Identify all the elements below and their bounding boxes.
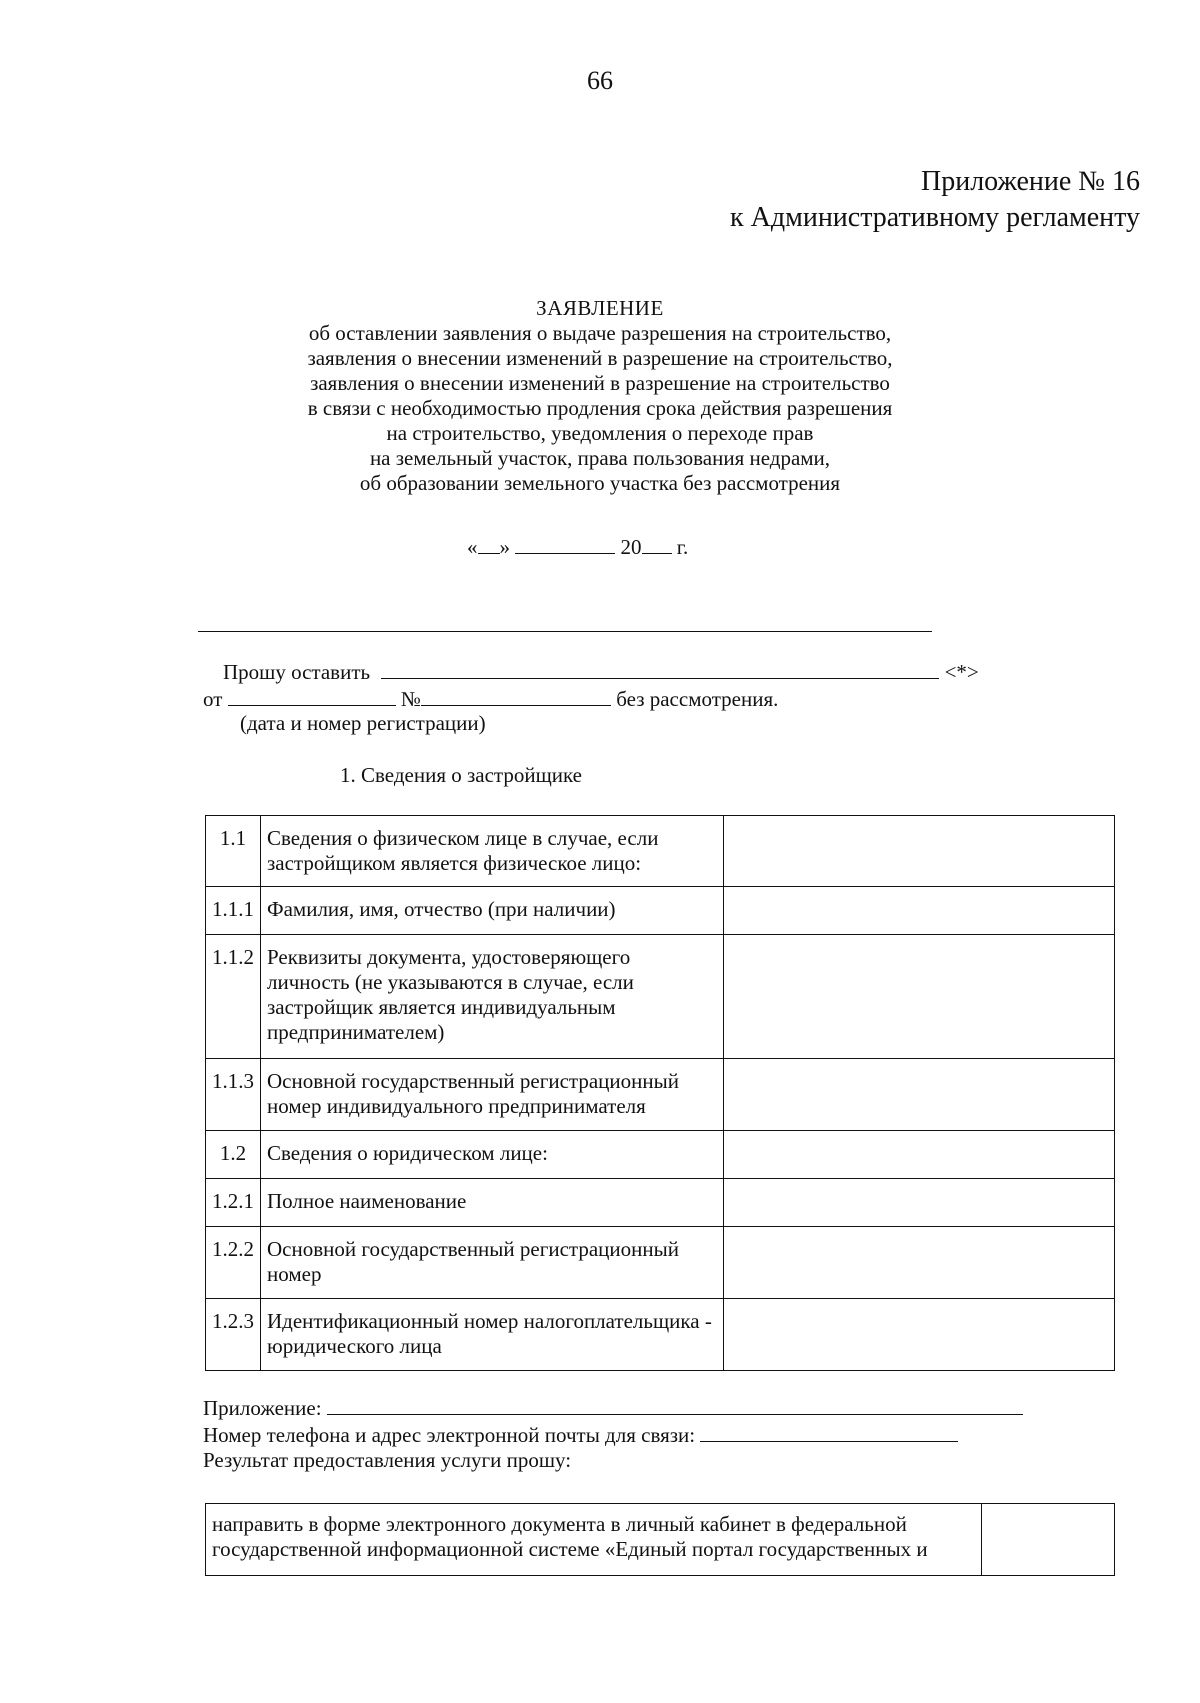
result-label: Результат предоставления услуги прошу:: [203, 1448, 572, 1472]
row-label: Сведения о физическом лице в случае, если застройщиком является физическое лицо:: [261, 816, 724, 887]
year-suffix: г.: [676, 535, 689, 559]
number-label: №: [400, 687, 421, 711]
row-value-field[interactable]: [724, 887, 1115, 935]
table-row: [206, 1059, 1115, 1131]
appendix-title: Приложение № 16: [921, 166, 1140, 197]
title-line: на земельный участок, права пользования недрами,: [369, 446, 831, 470]
request-line: [223, 658, 979, 685]
table-row: [206, 1504, 1115, 1576]
table-row: [206, 1179, 1115, 1227]
footer-section: [203, 1394, 1023, 1473]
title-line: об оставлении заявления о выдаче разрешения на строительство,: [308, 321, 892, 345]
result-option-check-field[interactable]: [982, 1504, 1115, 1576]
row-label: Основной государственный регистрационный номер: [261, 1227, 724, 1299]
row-number: 1.1.2: [206, 935, 261, 1059]
appendix-subtitle: к Административному регламенту: [730, 202, 1140, 233]
table-row: [206, 935, 1115, 1059]
developer-info-table: [205, 815, 1115, 1371]
contact-blank[interactable]: [700, 1421, 958, 1442]
date-open-quote: «: [467, 535, 478, 559]
result-options-table: [205, 1503, 1115, 1576]
appendix-header: [730, 164, 1140, 236]
row-number: 1.2: [206, 1131, 261, 1179]
row-number: 1.2.2: [206, 1227, 261, 1299]
row-value-field[interactable]: [724, 935, 1115, 1059]
row-label: Фамилия, имя, отчество (при наличии): [261, 887, 724, 935]
request-registration-line: [203, 685, 778, 712]
row-value-field[interactable]: [724, 1227, 1115, 1299]
addressee-line[interactable]: [198, 631, 932, 632]
contact-label: Номер телефона и адрес электронной почты для связи:: [203, 1423, 696, 1447]
table-row: [206, 1227, 1115, 1299]
row-number: 1.2.3: [206, 1299, 261, 1371]
row-number: 1.1.3: [206, 1059, 261, 1131]
row-label: Сведения о юридическом лице:: [261, 1131, 724, 1179]
registration-note: (дата и номер регистрации): [240, 711, 486, 735]
request-suffix: без рассмотрения.: [616, 687, 779, 711]
document-title: [300, 296, 900, 496]
row-value-field[interactable]: [724, 1299, 1115, 1371]
page-number: 66: [587, 66, 613, 95]
year-blank[interactable]: [642, 533, 672, 554]
date-line: [467, 533, 688, 560]
row-number: 1.1: [206, 816, 261, 887]
date-close-quote: »: [499, 535, 510, 559]
result-option-text: направить в форме электронного документа в личный кабинет в федеральной государственной информационной системе «Единый портал государственных и: [206, 1504, 982, 1576]
row-label: Реквизиты документа, удостоверяющего личность (не указываются в случае, если застройщик является индивидуальным предпринимателем): [261, 935, 724, 1059]
year-prefix: 20: [620, 535, 642, 559]
row-label: Идентификационный номер налогоплательщика - юридического лица: [261, 1299, 724, 1371]
contact-line: [203, 1421, 1023, 1448]
row-label: Полное наименование: [261, 1179, 724, 1227]
row-number: 1.1.1: [206, 887, 261, 935]
row-value-field[interactable]: [724, 816, 1115, 887]
from-label: от: [203, 687, 223, 711]
title-line: на строительство, уведомления о переходе прав: [386, 421, 814, 445]
row-value-field[interactable]: [724, 1059, 1115, 1131]
registration-date-blank[interactable]: [228, 685, 396, 706]
day-blank[interactable]: [478, 533, 500, 554]
request-subject-blank[interactable]: [381, 658, 939, 679]
row-value-field[interactable]: [724, 1131, 1115, 1179]
table-row: [206, 1299, 1115, 1371]
title-line: об образовании земельного участка без рассмотрения: [359, 471, 841, 495]
table-row: [206, 1131, 1115, 1179]
title-line: заявления о внесении изменений в разрешение на строительство,: [307, 346, 893, 370]
title-line: заявления о внесении изменений в разрешение на строительство: [310, 371, 890, 395]
month-blank[interactable]: [515, 533, 615, 554]
request-prefix: Прошу оставить: [223, 660, 371, 684]
title-line: в связи с необходимостью продления срока действия разрешения: [307, 396, 893, 420]
registration-number-blank[interactable]: [421, 685, 611, 706]
attachment-blank[interactable]: [327, 1394, 1023, 1415]
row-value-field[interactable]: [724, 1179, 1115, 1227]
attachment-label: Приложение:: [203, 1396, 322, 1420]
section-heading: 1. Сведения о застройщике: [340, 763, 583, 787]
request-marker: <*>: [944, 660, 979, 684]
attachment-line: [203, 1394, 1023, 1421]
row-label: Основной государственный регистрационный номер индивидуального предпринимателя: [261, 1059, 724, 1131]
row-number: 1.2.1: [206, 1179, 261, 1227]
table-row: [206, 887, 1115, 935]
table-row: [206, 816, 1115, 887]
title-heading: ЗАЯВЛЕНИЕ: [536, 296, 664, 320]
